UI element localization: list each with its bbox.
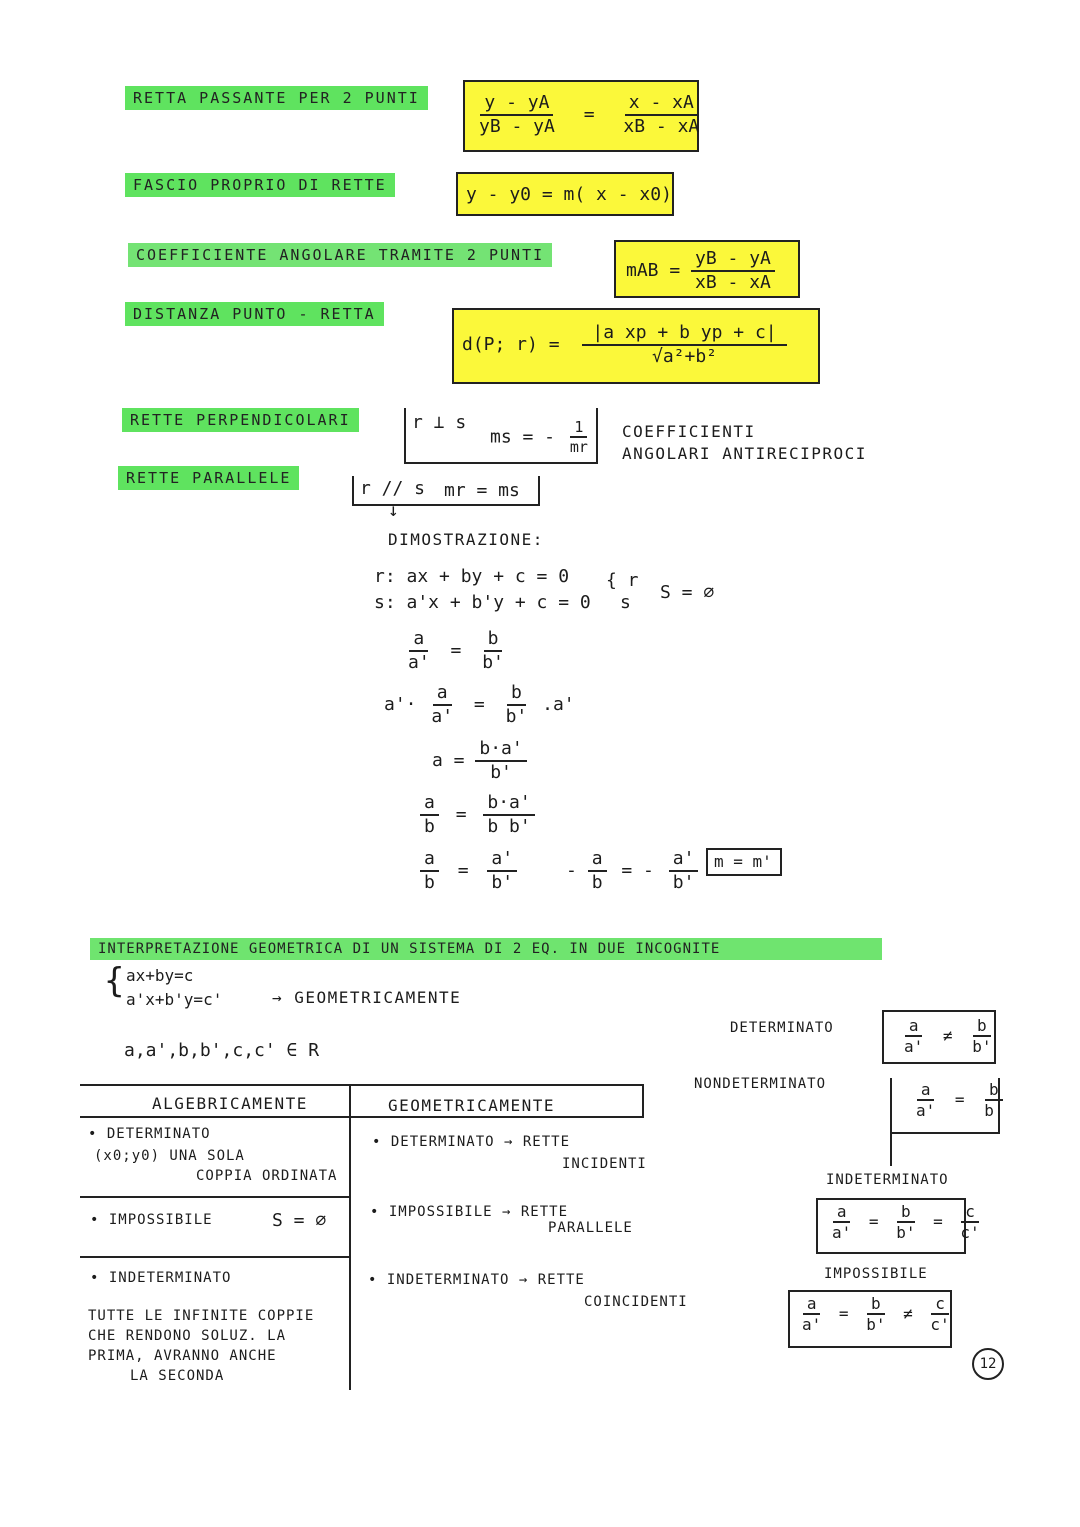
geo-indeterminato-2: COINCIDENTI xyxy=(584,1294,688,1310)
denominator: b xyxy=(591,871,603,893)
numerator: c xyxy=(961,1202,979,1223)
numerator: 1 xyxy=(570,418,587,438)
fraction xyxy=(475,92,559,137)
fraction xyxy=(502,682,532,727)
header-algebricamente: ALGEBRICAMENTE xyxy=(152,1094,308,1113)
row-line-1 xyxy=(80,1196,350,1198)
formula-parallele xyxy=(352,476,540,506)
result-text: m = m' xyxy=(714,852,772,871)
denominator: b' xyxy=(866,1315,886,1335)
system-brace-icon: { xyxy=(104,961,125,1001)
denominator: a' xyxy=(904,1037,924,1057)
numerator: b·a' xyxy=(475,738,526,762)
fraction xyxy=(588,848,607,893)
fraction xyxy=(487,848,517,893)
numerator: a xyxy=(420,792,439,816)
fraction xyxy=(478,628,508,673)
numerator: b xyxy=(897,1202,915,1223)
numerator: a xyxy=(803,1294,821,1315)
geo-indeterminato: • INDETERMINATO → RETTE xyxy=(368,1272,585,1288)
numerator: b xyxy=(507,682,526,706)
alg-indeterminato-desc-3: PRIMA, AVRANNO ANCHE xyxy=(88,1348,277,1364)
lhs: a = xyxy=(432,750,465,772)
denominator: b' xyxy=(490,761,512,783)
numerator: a' xyxy=(669,848,699,872)
fraction xyxy=(980,1080,1007,1120)
equals-sign: = xyxy=(868,1211,879,1231)
row-line-2 xyxy=(80,1256,350,1258)
denominator: b xyxy=(424,871,435,893)
alg-determinato: • DETERMINATO xyxy=(88,1126,211,1142)
geo-determinato-2: INCIDENTI xyxy=(562,1156,647,1172)
formula-perpendicolari xyxy=(404,408,598,464)
fraction xyxy=(912,1080,939,1120)
equals-sign: = xyxy=(954,1089,965,1109)
not-equal-sign: ≠ xyxy=(942,1025,953,1045)
numerator: |a xp + b yp + c| xyxy=(582,322,786,346)
fraction xyxy=(828,1202,855,1242)
denominator: a' xyxy=(832,1223,852,1243)
geometric-note: → GEOMETRICAMENTE xyxy=(272,988,462,1007)
alg-impossibile-set: S = ∅ xyxy=(272,1210,327,1231)
denominator: b' xyxy=(672,871,695,893)
numerator: a xyxy=(409,628,428,652)
denominator: xB - xA xyxy=(695,271,771,293)
multiplier: .a' xyxy=(542,694,575,716)
formula-coeff-angolare xyxy=(614,240,800,298)
denominator: xB - xA xyxy=(623,115,700,137)
step-3 xyxy=(432,738,527,783)
page-number-text: 12 xyxy=(979,1356,997,1372)
minus-sign: - xyxy=(566,860,577,882)
denominator: a' xyxy=(431,705,454,727)
numerator: yB - yA xyxy=(691,248,775,272)
numerator: b xyxy=(867,1294,885,1315)
lhs: d(P; r) = xyxy=(462,334,560,356)
numerator: y - yA xyxy=(480,92,553,116)
system-s: s xyxy=(620,592,631,613)
denominator: a' xyxy=(408,651,430,673)
cond-determinato-label: DETERMINATO xyxy=(730,1020,834,1036)
step-2 xyxy=(384,682,575,727)
equals-minus: = - xyxy=(621,860,654,882)
fascio-formula-text: y - y0 = m( x - x0) xyxy=(466,184,672,205)
alg-indeterminato: • INDETERMINATO xyxy=(90,1270,232,1286)
denominator: b' xyxy=(972,1037,992,1057)
system-eq-2: a'x+b'y=c' xyxy=(126,990,223,1009)
step-5 xyxy=(420,848,517,893)
fraction xyxy=(798,1294,825,1334)
fraction xyxy=(900,1016,927,1056)
equals-sign: = xyxy=(473,693,485,715)
fraction xyxy=(619,92,703,137)
denominator: √a²+b² xyxy=(651,345,718,367)
label-fascio: FASCIO PROPRIO DI RETTE xyxy=(125,173,395,197)
denominator: c' xyxy=(930,1315,950,1335)
page-number xyxy=(972,1348,1004,1380)
coefficients-domain: a,a',b,b',c,c' ∈ R xyxy=(124,1040,320,1061)
table-top-line xyxy=(80,1084,644,1086)
fraction xyxy=(892,1202,919,1242)
ms-lhs: ms = - xyxy=(490,426,556,448)
numerator: b xyxy=(973,1016,991,1037)
alg-indeterminato-desc-1: TUTTE LE INFINITE COPPIE xyxy=(88,1308,315,1324)
numerator: b xyxy=(985,1080,1003,1101)
denominator: a' xyxy=(802,1315,822,1335)
cond-indeterminato-box xyxy=(816,1198,980,1254)
numerator: a xyxy=(420,848,439,872)
bracket-line xyxy=(890,1134,892,1166)
label-parallele: RETTE PARALLELE xyxy=(118,466,299,490)
equals-sign: = xyxy=(455,803,467,825)
label-perpendicolari: RETTE PERPENDICOLARI xyxy=(122,408,359,432)
geo-impossibile-2: PARALLELE xyxy=(548,1220,633,1236)
fraction xyxy=(404,628,434,673)
label-interpretazione: INTERPRETAZIONE GEOMETRICA DI UN SISTEMA DI 2 EQ. IN DUE INCOGNITE xyxy=(90,938,882,960)
fraction xyxy=(669,848,699,893)
not-equal-sign: ≠ xyxy=(903,1303,913,1323)
fraction xyxy=(566,418,592,456)
equals-sign: = xyxy=(933,1211,943,1231)
system-brace: { r xyxy=(606,570,639,591)
numerator: a xyxy=(433,682,452,706)
geo-impossibile: • IMPOSSIBILE → RETTE xyxy=(370,1204,569,1220)
multiplier: a'· xyxy=(384,694,417,716)
denominator: b' xyxy=(505,705,528,727)
equals-sign: = xyxy=(457,859,469,881)
parallel-relation: mr = ms xyxy=(444,480,520,501)
denominator: b xyxy=(424,815,435,837)
step-4 xyxy=(420,792,535,837)
equals-sign: = xyxy=(583,103,595,125)
fraction xyxy=(420,792,439,837)
cond-nondeterminato-box xyxy=(890,1078,1004,1134)
formula-retta-2-punti xyxy=(463,80,699,152)
numerator: b xyxy=(484,628,503,652)
label-coeff-angolare: COEFFICIENTE ANGOLARE TRAMITE 2 PUNTI xyxy=(128,243,552,267)
denominator: mr xyxy=(569,438,588,456)
fraction xyxy=(582,322,786,367)
fraction xyxy=(475,738,526,783)
numerator: a xyxy=(588,848,607,872)
cond-nondeterminato-label: NONDETERMINATO xyxy=(694,1076,827,1092)
denominator: yB - yA xyxy=(479,115,555,137)
numerator: a' xyxy=(487,848,517,872)
table-divider xyxy=(349,1084,351,1390)
equation-s: s: a'x + b'y + c = 0 xyxy=(374,592,591,613)
cond-impossibile-box xyxy=(788,1290,952,1348)
cond-determinato-box xyxy=(882,1010,996,1064)
formula-fascio xyxy=(456,172,674,216)
perp-condition: r ⊥ s xyxy=(412,412,467,433)
empty-set: S = ∅ xyxy=(660,582,715,603)
label-retta-2-punti: RETTA PASSANTE PER 2 PUNTI xyxy=(125,86,428,110)
fraction xyxy=(956,1202,983,1242)
numerator: b·a' xyxy=(483,792,534,816)
denominator: b' xyxy=(984,1101,1004,1121)
header-geometricamente: GEOMETRICAMENTE xyxy=(388,1096,555,1115)
denominator: a' xyxy=(916,1101,936,1121)
result-box xyxy=(706,848,782,876)
equals-sign: = xyxy=(450,639,462,661)
down-arrow-icon: ↓ xyxy=(388,500,399,521)
system-eq-1: ax+by=c xyxy=(126,966,194,985)
fraction xyxy=(862,1294,889,1334)
numerator: x - xA xyxy=(625,92,698,116)
table-header-line xyxy=(80,1116,644,1118)
alg-determinato-desc-2: COPPIA ORDINATA xyxy=(196,1168,338,1184)
alg-indeterminato-desc-2: CHE RENDONO SOLUZ. LA xyxy=(88,1328,287,1344)
dimostrazione-title: DIMOSTRAZIONE: xyxy=(388,530,544,549)
label-distanza: DISTANZA PUNTO - RETTA xyxy=(125,302,384,326)
fraction xyxy=(427,682,457,727)
table-right-edge xyxy=(642,1084,644,1116)
perp-note-line1: COEFFICIENTI xyxy=(622,422,756,441)
denominator: b' xyxy=(896,1223,916,1243)
perp-note-line2: ANGOLARI ANTIRECIPROCI xyxy=(622,444,867,463)
denominator: b' xyxy=(491,871,514,893)
parallel-condition: r // s xyxy=(360,478,426,499)
geo-determinato: • DETERMINATO → RETTE xyxy=(372,1134,571,1150)
fraction xyxy=(420,848,439,893)
equals-sign: = xyxy=(838,1303,849,1323)
numerator: a xyxy=(833,1202,851,1223)
alg-determinato-desc: (x0;y0) UNA SOLA xyxy=(94,1148,245,1164)
equation-r: r: ax + by + c = 0 xyxy=(374,566,570,587)
numerator: a xyxy=(905,1016,923,1037)
fraction xyxy=(483,792,534,837)
formula-distanza xyxy=(452,308,820,384)
fraction xyxy=(691,248,775,293)
denominator: b' xyxy=(482,651,504,673)
step-6 xyxy=(566,848,720,893)
alg-indeterminato-desc-4: LA SECONDA xyxy=(130,1368,225,1384)
numerator: c xyxy=(931,1294,949,1315)
fraction xyxy=(968,1016,995,1056)
cond-impossibile-label: IMPOSSIBILE xyxy=(824,1266,928,1282)
numerator: a xyxy=(917,1080,935,1101)
step-1 xyxy=(404,628,508,673)
lhs: mAB = xyxy=(626,260,681,282)
denominator: b b' xyxy=(487,815,531,837)
cond-indeterminato-label: INDETERMINATO xyxy=(826,1172,949,1188)
fraction xyxy=(926,1294,953,1334)
denominator: c' xyxy=(960,1223,980,1243)
alg-impossibile: • IMPOSSIBILE xyxy=(90,1212,213,1228)
